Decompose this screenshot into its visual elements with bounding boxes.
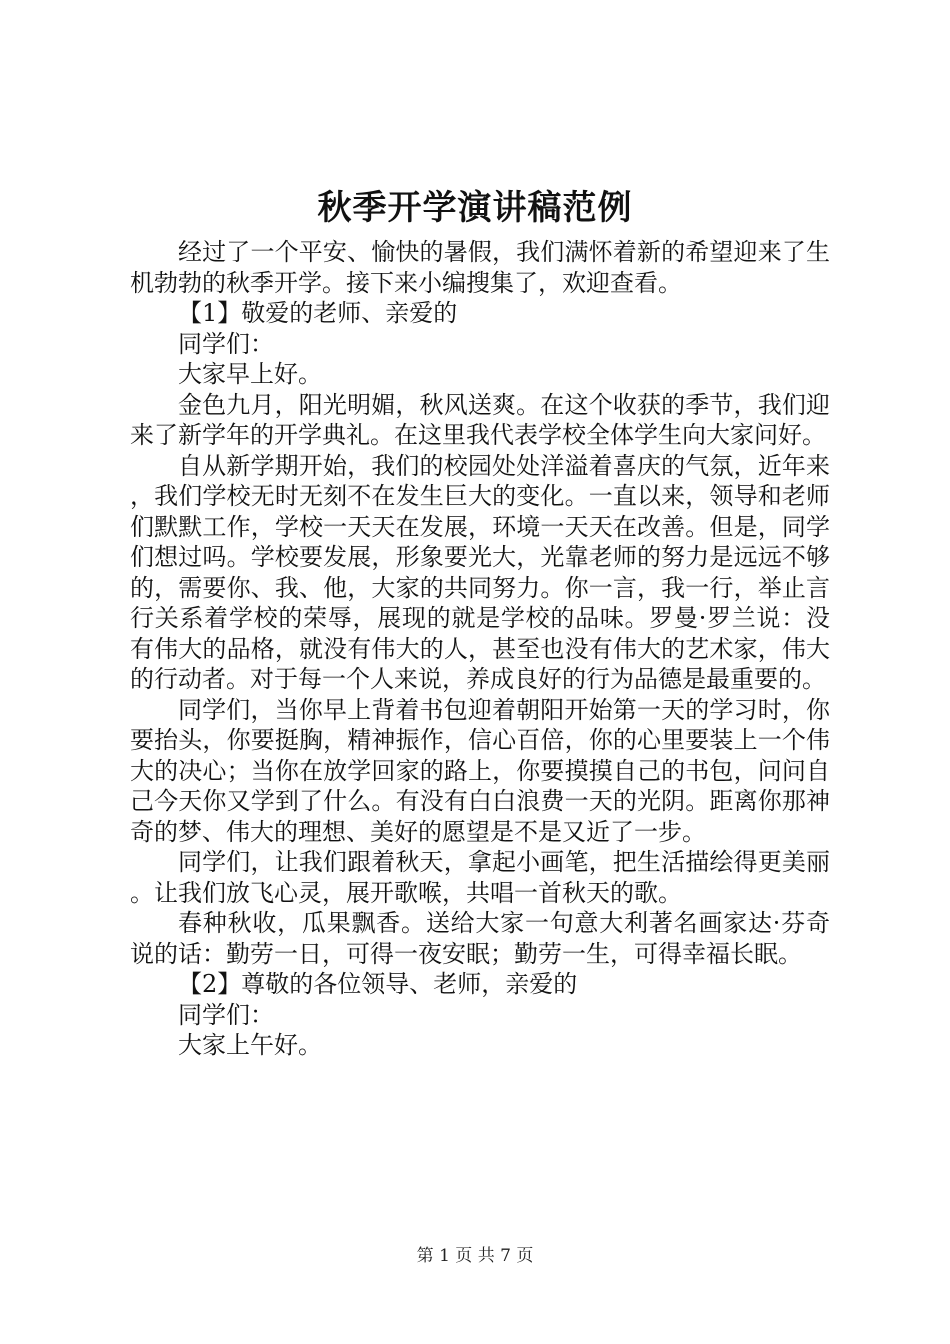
page-number-footer: 第 1 页 共 7 页 (416, 1246, 534, 1266)
paragraph-greeting: 大家上午好。 (178, 1031, 322, 1059)
paragraph-greeting: 大家早上好。 (178, 360, 322, 388)
paragraph-body: 同学们，让我们跟着秋天，拿起小画笔，把生活描绘得更美丽。让我们放飞心灵，展开歌喉，共唱一首秋天的歌。 (130, 848, 830, 907)
paragraph-body: 金色九月，阳光明媚，秋风送爽。在这个收获的季节，我们迎来了新学年的开学典礼。在这里我代表学校全体学生向大家问好。 (130, 390, 830, 449)
paragraph-body: 春种秋收，瓜果飘香。送给大家一句意大利著名画家达·芬奇说的话：勤劳一日，可得一夜安眠；勤劳一生，可得幸福长眠。 (130, 909, 830, 968)
paragraph-body: 同学们，当你早上背着书包迎着朝阳开始第一天的学习时，你要抬头，你要挺胸，精神振作，信心百倍，你的心里要装上一个伟大的决心；当你在放学回家的路上，你要摸摸自己的书包，问问自己今天你又学到了什么。有没有白白浪费一天的光阴。距离你那神奇的梦、伟大的理想、美好的愿望是不是又近了一步。 (130, 695, 830, 846)
paragraph-salutation: 同学们： (178, 1000, 274, 1029)
document-title: 秋季开学演讲稿范例 (317, 188, 633, 228)
document-body (130, 237, 830, 1061)
paragraph-section-2-heading: 【2】尊敬的各位领导、老师，亲爱的 (178, 970, 578, 998)
paragraph-intro: 经过了一个平安、愉快的暑假，我们满怀着新的希望迎来了生机勃勃的秋季开学。接下来小编搜集了，欢迎查看。 (130, 238, 830, 297)
paragraph-body: 自从新学期开始，我们的校园处处洋溢着喜庆的气氛，近年来，我们学校无时无刻不在发生巨大的变化。一直以来，领导和老师们默默工作，学校一天天在发展，环境一天天在改善。但是，同学们想过吗。学校要发展，形象要光大，光靠老师的努力是远远不够的，需要你、我、他，大家的共同努力。你一言，我一行，举止言行关系着学校的荣辱，展现的就是学校的品味。罗曼·罗兰说：没有伟大的品格，就没有伟大的人，甚至也没有伟大的艺术家，伟大的行动者。对于每一个人来说，养成良好的行为品德是最重要的。 (130, 451, 830, 693)
paragraph-salutation: 同学们： (178, 329, 274, 358)
paragraph-section-1-heading: 【1】敬爱的老师、亲爱的 (178, 299, 458, 327)
